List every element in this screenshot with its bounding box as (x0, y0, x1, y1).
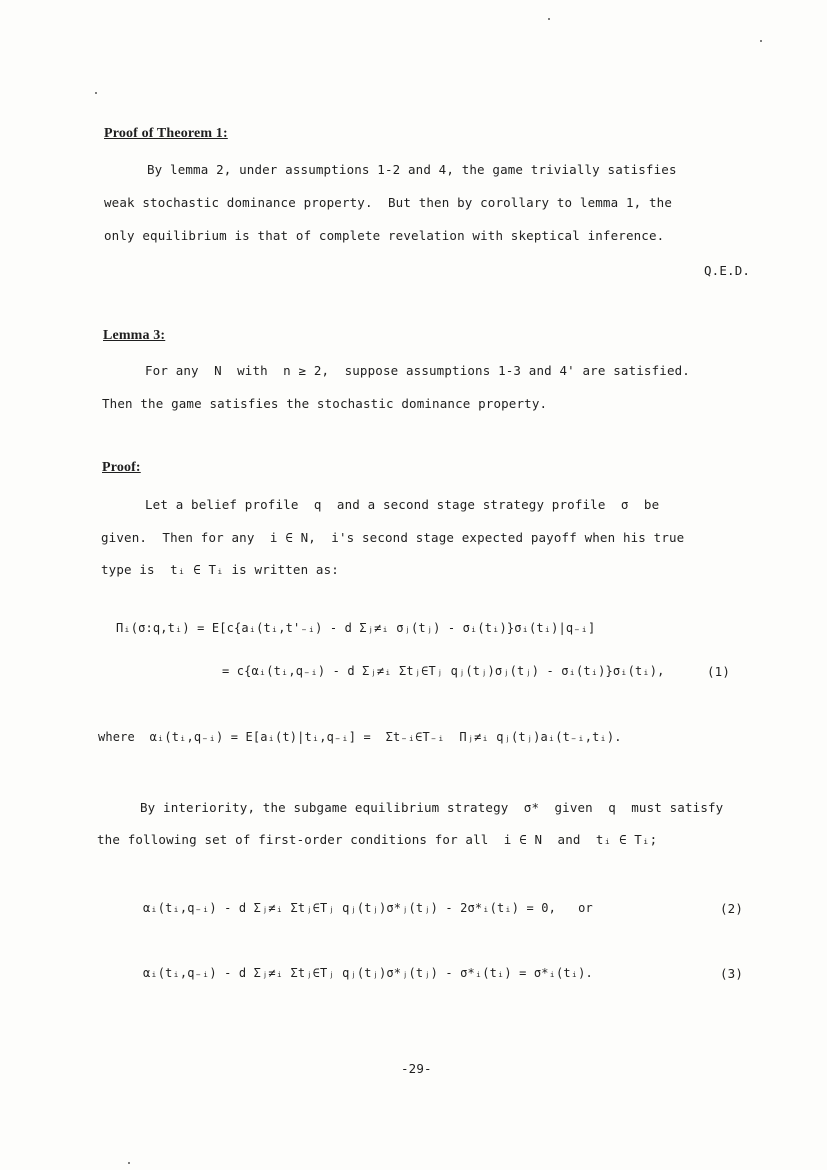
equation-3: αᵢ(tᵢ,q₋ᵢ) - d Σⱼ≠ᵢ Σtⱼ∈Tⱼ qⱼ(tⱼ)σ*ⱼ(tⱼ) - σ*ᵢ(tᵢ) = σ*ᵢ(tᵢ). (143, 966, 593, 980)
lemma-heading: Lemma 3: (103, 328, 166, 343)
equation-2-label: (2) (720, 901, 744, 916)
scan-speck (128, 1162, 130, 1164)
theorem-proof-heading: Proof of Theorem 1: (104, 126, 228, 141)
theorem-proof-line-1: By lemma 2, under assumptions 1-2 and 4, the game trivially satisfies (147, 162, 677, 177)
lemma-line-1: For any N with n ≥ 2, suppose assumptions 1-3 and 4' are satisfied. (145, 363, 690, 378)
proof-heading: Proof: (102, 460, 141, 475)
interiority-line-2: the following set of first-order conditions for all i ∈ N and tᵢ ∈ Tᵢ; (97, 832, 658, 847)
theorem-proof-line-3: only equilibrium is that of complete revelation with skeptical inference. (104, 228, 665, 243)
interiority-line-1: By interiority, the subgame equilibrium strategy σ* given q must satisfy (140, 800, 724, 815)
proof-line-2: given. Then for any i ∈ N, i's second stage expected payoff when his true (101, 530, 685, 545)
equation-1-label: (1) (707, 664, 731, 679)
page-number: -29- (401, 1061, 432, 1076)
equation-1-line-2: = c{αᵢ(tᵢ,q₋ᵢ) - d Σⱼ≠ᵢ Σtⱼ∈Tⱼ qⱼ(tⱼ)σⱼ(tⱼ) - σᵢ(tᵢ)}σᵢ(tᵢ), (222, 664, 665, 678)
alpha-definition: where αᵢ(tᵢ,q₋ᵢ) = E[aᵢ(t)|tᵢ,q₋ᵢ] = Σt₋ᵢ∈T₋ᵢ Πⱼ≠ᵢ qⱼ(tⱼ)aᵢ(t₋ᵢ,tᵢ). (98, 730, 622, 744)
theorem-proof-line-2: weak stochastic dominance property. But then by corollary to lemma 1, the (104, 195, 672, 210)
equation-1-line-1: Πᵢ(σ:q,tᵢ) = E[c{aᵢ(tᵢ,t'₋ᵢ) - d Σⱼ≠ᵢ σⱼ(tⱼ) - σᵢ(tᵢ)}σᵢ(tᵢ)|q₋ᵢ] (116, 621, 596, 635)
scan-speck (548, 18, 550, 20)
lemma-line-2: Then the game satisfies the stochastic dominance property. (102, 396, 548, 411)
proof-line-3: type is tᵢ ∈ Tᵢ is written as: (101, 562, 339, 577)
qed-mark: Q.E.D. (704, 263, 751, 278)
equation-2: αᵢ(tᵢ,q₋ᵢ) - d Σⱼ≠ᵢ Σtⱼ∈Tⱼ qⱼ(tⱼ)σ*ⱼ(tⱼ) - 2σ*ᵢ(tᵢ) = 0, or (143, 901, 593, 915)
proof-line-1: Let a belief profile q and a second stage strategy profile σ be (145, 497, 660, 512)
scan-speck (760, 40, 762, 42)
equation-3-label: (3) (720, 966, 744, 981)
scan-speck (95, 92, 97, 94)
